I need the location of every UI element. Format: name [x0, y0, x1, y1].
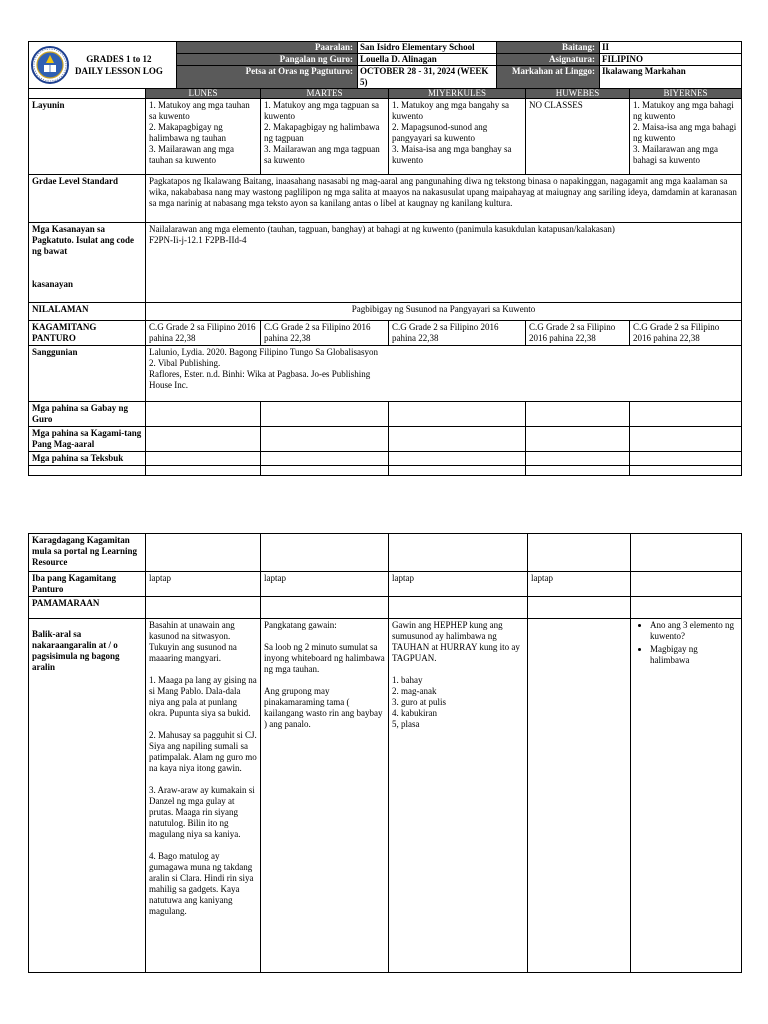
layunin-miyerkules: 1. Matukoy ang mga bangahy sa kuwento 2. Mapagsunod-sunod ang pangyayari sa kuwento 3. Maisa-isa ang mga banghay sa kuwento — [389, 99, 526, 175]
iba-pa-biyernes — [631, 572, 742, 597]
kagamitan-mag-aaral-martes — [261, 427, 389, 452]
pamamaraan-biyernes — [631, 597, 742, 619]
balik-aral-huwebes — [528, 619, 631, 973]
school-value: San Isidro Elementary School — [358, 42, 497, 54]
iba-pa-miyerkules: laptap — [389, 572, 528, 597]
karagdagan-huwebes — [528, 534, 631, 572]
pamamaraan-huwebes — [528, 597, 631, 619]
pamamaraan-martes — [261, 597, 389, 619]
layunin-lunes: 1. Matukoy ang mga tauhan sa kuwento 2. Makapagbigay ng halimbawa ng tauhan 3. Mailarawan ang mga tauhan sa kuwento — [146, 99, 261, 175]
kagamitan-martes: C.G Grade 2 sa Filipino 2016 pahina 22,38 — [261, 321, 389, 346]
iba-pa-label: Iba pang Kagamitang Panturo — [29, 572, 146, 597]
teksbuk-martes — [261, 452, 389, 466]
karagdagan-martes — [261, 534, 389, 572]
layunin-biyernes: 1. Matukoy ang mga bahagi ng kuwento 2. Maisa-isa ang mga bahagi ng kuwento 3. Mailarawan ang mga bahagi sa kuwento — [630, 99, 742, 175]
balik-aral-martes: Pangkatang gawain: Sa loob ng 2 minuto sumulat sa inyong whiteboard ng halimbawa ng mga tauhan. Ang grupong may pinakamaraming tama ( kailangang wasto rin ang baybay ) ang panalo. — [261, 619, 389, 973]
balik-aral-lunes: Basahin at unawain ang kasunod na sitwasyon. Tukuyin ang susunod na maaaring mangyari. 1. Maaga pa lang ay gising na si Mang Pablo. Dala-dala niya ang pala at punlang okra. Pupunta siya sa bukid. 2. Mahusay sa pagguhit si CJ. Siya ang napiling sumali sa patimpalak. Alam ng guro mo na kaya niya itong gawin. 3. Araw-araw ay kumakain si Danzel ng mga gulay at prutas. Maaga rin siyang natutulog. Bilin ito ng magulang niya sa kaniya. 4. Bago matulog ay gumagawa muna ng takdang aralin si Clara. Hindi rin siya mahilig sa gadgets. Kaya natutuwa ang kaniyang magulang. — [146, 619, 261, 973]
iba-pa-lunes: laptap — [146, 572, 261, 597]
gabay-martes — [261, 402, 389, 427]
sanggunian-text: Lalunio, Lydia. 2020. Bagong Filipino Tungo Sa Globalisasyon 2. Vibal Publishing. Raflores, Ester. n.d. Binhi: Wika at Pagbasa. Jo-es Publishing House Inc. — [146, 346, 742, 402]
quarter-value: Ikalawang Markahan — [600, 66, 742, 89]
day-header-miyerkules: MIYERKULES — [389, 89, 526, 99]
empty-row-huwebes — [526, 466, 630, 476]
kagamitan-mag-aaral-label: Mga pahina sa Kagami-tang Pang Mag-aaral — [29, 427, 146, 452]
kagamitan-label: KAGAMITANG PANTURO — [29, 321, 146, 346]
kagamitan-biyernes: C.G Grade 2 sa Filipino 2016 pahina 22,38 — [630, 321, 742, 346]
gabay-lunes — [146, 402, 261, 427]
teacher-value: Louella D. Alinagan — [358, 54, 497, 66]
lesson-log-table-bottom — [28, 533, 742, 973]
karagdagan-lunes — [146, 534, 261, 572]
kagamitan-mag-aaral-huwebes — [526, 427, 630, 452]
pamamaraan-label: PAMAMARAAN — [29, 597, 146, 619]
gabay-label: Mga pahina sa Gabay ng Guro — [29, 402, 146, 427]
kasanayan-text: Nailalarawan ang mga elemento (tauhan, tagpuan, banghay) at bahagi at ng kuwento (panimula kasukdulan katapusan/kalakasan) F2PN-Ii-j-12.1 F2PB-IId-4 — [146, 223, 742, 303]
layunin-martes: 1. Matukoy ang mga tagpuan sa kuwento 2. Makapagbigay ng halimbawa ng tagpuan 3. Mailarawan ang mga tagpuan sa kuwento — [261, 99, 389, 175]
standard-label: Grdae Level Standard — [29, 175, 146, 223]
empty-row-miyerkules — [389, 466, 526, 476]
subject-value: FILIPINO — [600, 54, 742, 66]
lesson-log-table-top — [28, 41, 742, 476]
empty-row-lunes — [146, 466, 261, 476]
day-header-lunes: LUNES — [146, 89, 261, 99]
kagamitan-mag-aaral-miyerkules — [389, 427, 526, 452]
iba-pa-martes: laptap — [261, 572, 389, 597]
balik-aral-label: Balik-aral sa nakaraangaralin at / o pagsisimula ng bagong aralin — [29, 619, 146, 973]
date-label: Petsa at Oras ng Pagtuturo: — [177, 66, 358, 89]
standard-text: Pagkatapos ng Ikalawang Baitang, inaasahang nasasabi ng mag-aaral ang pangunahing diwa ng tekstong binasa o napakinggan, nagagamit ang mga kaalaman sa wika, nakababasa nang may wastong paglilipon ng mga salita at maayos na nakasusulat upang maipahayag at maiugnay ang sariling ideya, damdamin at karanasan sa mga narinig at nabasang mga teksto ayon sa kanilang antas o libel at kaugnay ng kanilang kultura. — [146, 175, 742, 223]
list-item: • Magbigay ng halimbawa — [650, 644, 738, 666]
gabay-miyerkules — [389, 402, 526, 427]
header-title-line2: DAILY LESSON LOG — [75, 66, 163, 76]
deped-seal-icon — [31, 46, 69, 84]
empty-row-label — [29, 466, 146, 476]
gabay-biyernes — [630, 402, 742, 427]
grade-value: II — [600, 42, 742, 54]
karagdagan-label: Karagdagang Kagamitan mula sa portal ng Learning Resource — [29, 534, 146, 572]
empty-row-martes — [261, 466, 389, 476]
kagamitan-mag-aaral-biyernes — [630, 427, 742, 452]
teacher-label: Pangalan ng Guro: — [177, 54, 358, 66]
kagamitan-mag-aaral-lunes — [146, 427, 261, 452]
teksbuk-lunes — [146, 452, 261, 466]
subject-label: Asignatura: — [497, 54, 600, 66]
school-label: Paaralan: — [177, 42, 358, 54]
kasanayan-label: Mga Kasanayan sa Pagkatuto. Isulat ang code ng bawat — [32, 224, 135, 256]
karagdagan-miyerkules — [389, 534, 528, 572]
kagamitan-lunes: C.G Grade 2 sa Filipino 2016 pahina 22,38 — [146, 321, 261, 346]
quarter-label: Markahan at Linggo: — [497, 66, 600, 89]
pamamaraan-miyerkules — [389, 597, 528, 619]
teksbuk-biyernes — [630, 452, 742, 466]
teksbuk-miyerkules — [389, 452, 526, 466]
grade-label: Baitang: — [497, 42, 600, 54]
date-value: OCTOBER 28 - 31, 2024 (WEEK 5) — [358, 66, 497, 89]
balik-aral-biyernes — [631, 619, 742, 973]
day-header-biyernes: BIYERNES — [630, 89, 742, 99]
teksbuk-label: Mga pahina sa Teksbuk — [29, 452, 146, 466]
kasanayan-label-2: kasanayan — [32, 279, 74, 289]
nilalaman-label: NILALAMAN — [29, 303, 146, 321]
gabay-huwebes — [526, 402, 630, 427]
karagdagan-biyernes — [631, 534, 742, 572]
day-header-blank — [29, 89, 146, 99]
iba-pa-huwebes: laptap — [528, 572, 631, 597]
layunin-huwebes: NO CLASSES — [526, 99, 630, 175]
kagamitan-miyerkules: C.G Grade 2 sa Filipino 2016 pahina 22,38 — [389, 321, 526, 346]
balik-aral-biyernes-list — [634, 620, 738, 666]
kagamitan-huwebes: C.G Grade 2 sa Filipino 2016 pahina 22,38 — [526, 321, 630, 346]
nilalaman-text: Pagbibigay ng Susunod na Pangyayari sa Kuwento — [146, 303, 742, 321]
sanggunian-label: Sanggunian — [29, 346, 146, 402]
pamamaraan-lunes — [146, 597, 261, 619]
balik-aral-miyerkules: Gawin ang HEPHEP kung ang sumusunod ay halimbawa ng TAUHAN at HURRAY kung ito ay TAGPUAN. 1. bahay 2. mag-anak 3. guro at pulis 4. kabukiran 5, plasa — [389, 619, 528, 973]
teksbuk-huwebes — [526, 452, 630, 466]
list-item: • Ano ang 3 elemento ng kuwento? — [650, 620, 738, 642]
day-header-huwebes: HUWEBES — [526, 89, 630, 99]
day-header-martes: MARTES — [261, 89, 389, 99]
header-title — [75, 53, 163, 77]
header-logo-cell — [29, 42, 177, 89]
empty-row-biyernes — [630, 466, 742, 476]
kasanayan-label-cell — [29, 223, 146, 303]
header-title-line1: GRADES 1 to 12 — [86, 54, 152, 64]
layunin-label: Layunin — [29, 99, 146, 175]
